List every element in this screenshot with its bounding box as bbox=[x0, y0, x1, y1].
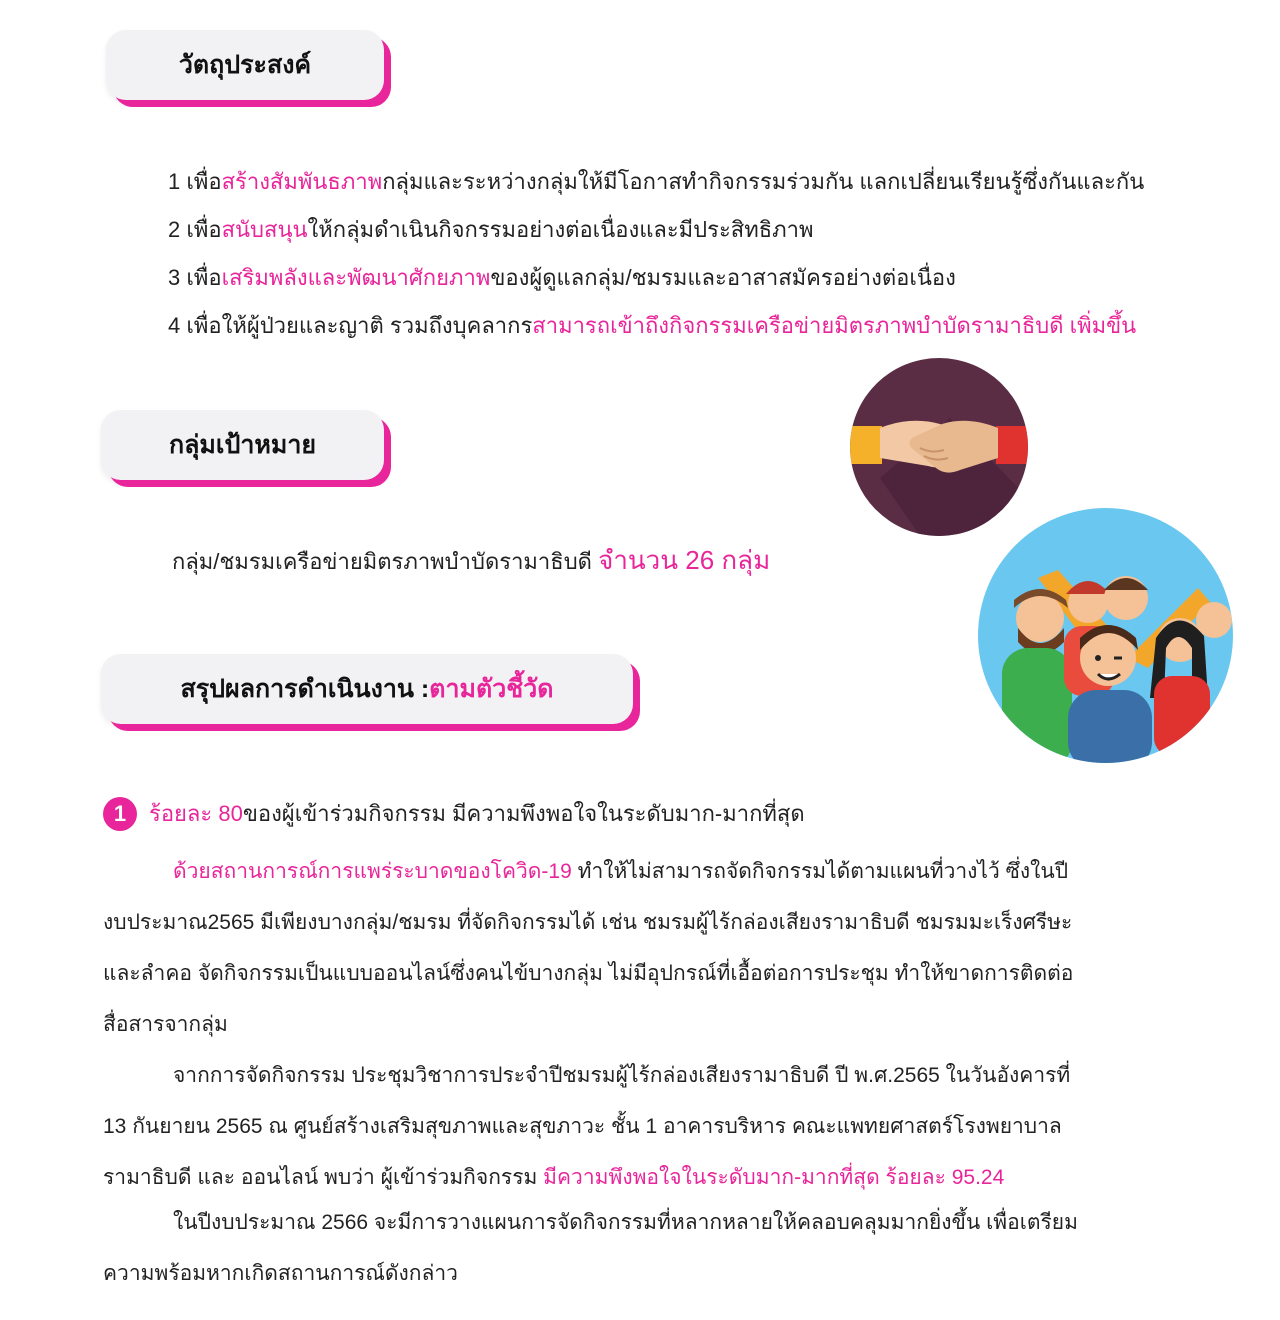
paragraph-1 bbox=[103, 846, 1215, 1050]
paragraph-2-line: จากการจัดกิจกรรม ประชุมวิชาการประจำปีชมรมผู้ไร้กล่องเสียงรามาธิบดี ปี พ.ศ.2565 ในวันอังคารที่ bbox=[173, 1064, 1071, 1087]
summary-title-highlight: ตามตัวชี้วัด bbox=[429, 675, 554, 703]
target-title: กลุ่มเป้าหมาย bbox=[168, 431, 317, 459]
handshake-illustration bbox=[850, 358, 1028, 536]
paragraph-2-highlight: มีความพึงพอใจในระดับมาก-มากที่สุด ร้อยละ 95.24 bbox=[543, 1166, 1005, 1189]
paragraph-2 bbox=[103, 1050, 1215, 1203]
paragraph-3-line: ในปีงบประมาณ 2566 จะมีการวางแผนการจัดกิจกรรมที่หลากหลายให้คลอบคลุมมากยิ่งขึ้น เพื่อเตรียม bbox=[173, 1211, 1078, 1234]
indicator-line bbox=[103, 794, 805, 834]
people-group-icon bbox=[978, 508, 1233, 763]
objective-item: 2 เพื่อสนับสนุนให้กลุ่มดำเนินกิจกรรมอย่างต่อเนื่องและมีประสิทธิภาพ bbox=[168, 217, 814, 242]
objective-item: 4 เพื่อให้ผู้ป่วยและญาติ รวมถึงบุคลากรสามารถเข้าถึงกิจกรรมเครือข่ายมิตรภาพบำบัดรามาธิบดี เพิ่มขึ้น bbox=[168, 313, 1137, 338]
paragraph-2-line: 13 กันยายน 2565 ณ ศูนย์สร้างเสริมสุขภาพและสุขภาวะ ชั้น 1 อาคารบริหาร คณะแพทยศาสตร์โรงพยาบาล bbox=[103, 1115, 1062, 1138]
objective-header bbox=[106, 30, 384, 100]
summary-title: สรุปผลการดำเนินงาน : bbox=[180, 675, 430, 703]
objective-item: 3 เพื่อเสริมพลังและพัฒนาศักยภาพของผู้ดูแลกลุ่ม/ชมรมและอาสาสมัครอย่างต่อเนื่อง bbox=[168, 265, 956, 290]
handshake-icon bbox=[850, 358, 1028, 536]
paragraph-3-line: ความพร้อมหากเกิดสถานการณ์ดังกล่าว bbox=[103, 1262, 458, 1285]
paragraph-1-line: และลำคอ จัดกิจกรรมเป็นแบบออนไลน์ซึ่งคนไข้บางกลุ่ม ไม่มีอุปกรณ์ที่เอื้อต่อการประชุม ทำให้ขาดการติดต่อ bbox=[103, 962, 1074, 985]
paragraph-1-highlight: ด้วยสถานการณ์การแพร่ระบาดของโควิด-19 bbox=[173, 860, 572, 883]
paragraph-2-line: รามาธิบดี และ ออนไลน์ พบว่า ผู้เข้าร่วมกิจกรรม bbox=[103, 1166, 544, 1189]
indicator-number-badge: 1 bbox=[103, 797, 137, 831]
objective-title: วัตถุประสงค์ bbox=[178, 51, 312, 79]
target-header bbox=[101, 410, 384, 480]
indicator-highlight: ร้อยละ 80 bbox=[149, 801, 243, 826]
indicator-text: ของผู้เข้าร่วมกิจกรรม มีความพึงพอใจในระดับมาก-มากที่สุด bbox=[242, 801, 805, 826]
paragraph-1-text: ทำให้ไม่สามารถจัดกิจกรรมได้ตามแผนที่วางไว้ ซึ่งในปี bbox=[571, 860, 1069, 883]
people-group-illustration bbox=[978, 508, 1233, 763]
objective-item: 1 เพื่อสร้างสัมพันธภาพกลุ่มและระหว่างกลุ่มให้มีโอกาสทำกิจกรรมร่วมกัน แลกเปลี่ยนเรียนรู้ซึ่งกันและกัน bbox=[168, 169, 1145, 194]
paragraph-3 bbox=[103, 1197, 1215, 1299]
objectives-list bbox=[168, 162, 1144, 354]
paragraph-1-line: งบประมาณ2565 มีเพียงบางกลุ่ม/ชมรม ที่จัดกิจกรรมได้ เช่น ชมรมผู้ไร้กล่องเสียงรามาธิบดี ชมรมมะเร็งศรีษะ bbox=[103, 911, 1073, 934]
target-text: กลุ่ม/ชมรมเครือข่ายมิตรภาพบำบัดรามาธิบดี จำนวน 26 กลุ่ม bbox=[172, 545, 771, 575]
summary-header bbox=[101, 654, 633, 724]
target-count: จำนวน 26 กลุ่ม bbox=[598, 545, 771, 575]
paragraph-1-line: สื่อสารจากลุ่ม bbox=[103, 1013, 228, 1036]
